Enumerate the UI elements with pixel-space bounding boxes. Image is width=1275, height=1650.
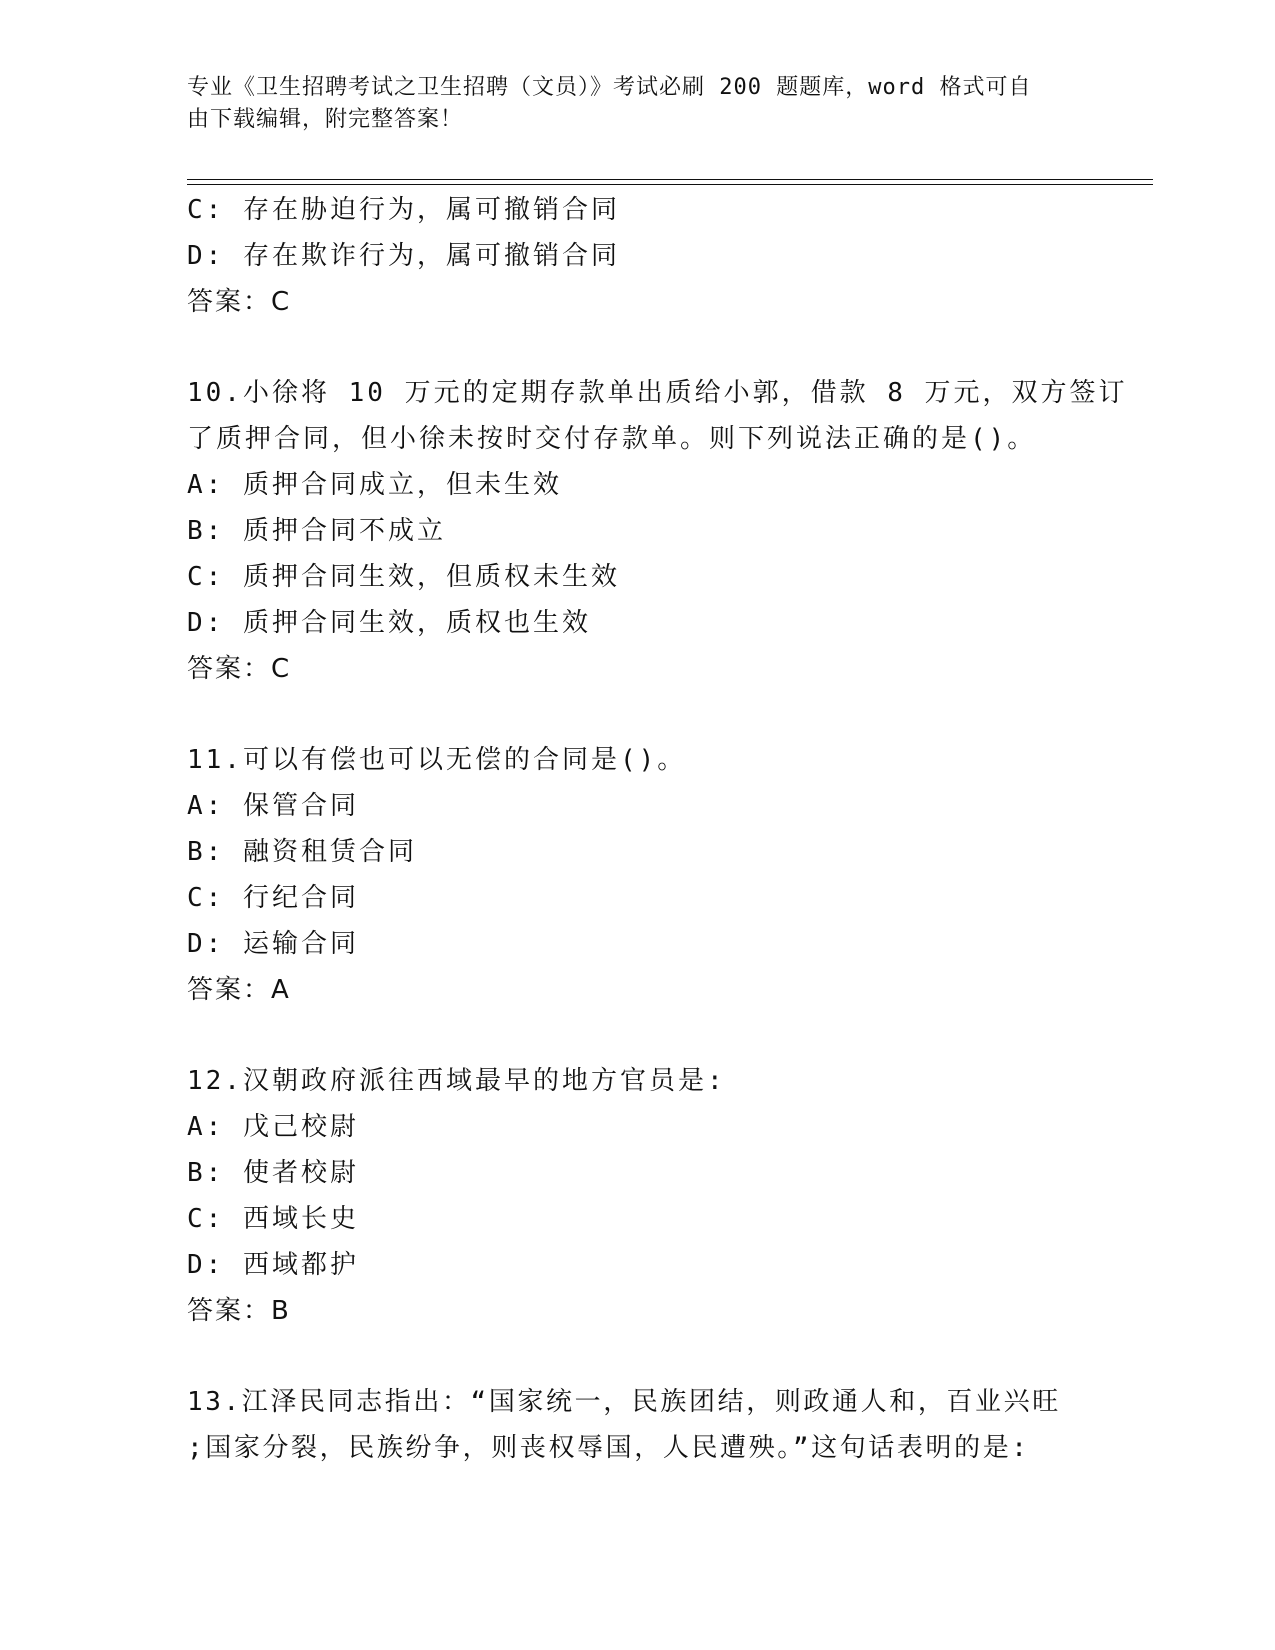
option-b: B: 融资租赁合同 — [187, 837, 417, 867]
document-header — [187, 72, 1087, 136]
option-b: B: 使者校尉 — [187, 1158, 359, 1188]
option-d: D: 存在欺诈行为，属可撤销合同 — [187, 241, 620, 271]
header-line-2: 由下载编辑，附完整答案！ — [187, 107, 464, 132]
spacer — [187, 1013, 1107, 1058]
question-block — [187, 1379, 1107, 1471]
spacer — [187, 1334, 1107, 1379]
question-block — [187, 1058, 1107, 1334]
option-d: D: 运输合同 — [187, 929, 359, 959]
question-stem: 10.小徐将 10 万元的定期存款单出质给小郭，借款 8 万元，双方签订 — [187, 378, 1128, 408]
option-c: C: 西域长史 — [187, 1204, 359, 1234]
answer-line: 答案：B — [187, 1296, 291, 1326]
option-d: D: 质押合同生效，质权也生效 — [187, 608, 591, 638]
question-stem: ;国家分裂，民族纷争，则丧权辱国，人民遭殃。”这句话表明的是: — [187, 1433, 1030, 1463]
option-a: A: 保管合同 — [187, 791, 359, 821]
option-b: B: 质押合同不成立 — [187, 516, 446, 546]
question-stem: 11.可以有偿也可以无偿的合同是()。 — [187, 745, 687, 775]
header-divider-bottom — [187, 184, 1153, 185]
option-d: D: 西域都护 — [187, 1250, 359, 1280]
option-c: C: 行纪合同 — [187, 883, 359, 913]
option-c: C: 质押合同生效，但质权未生效 — [187, 562, 620, 592]
answer-line: 答案：A — [187, 975, 291, 1005]
answer-line: 答案：C — [187, 654, 292, 684]
question-block — [187, 187, 1107, 325]
option-a: A: 质押合同成立，但未生效 — [187, 470, 562, 500]
spacer — [187, 692, 1107, 737]
question-list — [187, 187, 1128, 1471]
question-block — [187, 370, 1128, 692]
spacer — [187, 325, 1107, 370]
question-stem: 了质押合同，但小徐未按时交付存款单。则下列说法正确的是()。 — [187, 424, 1037, 454]
question-stem: 12.汉朝政府派往西域最早的地方官员是: — [187, 1066, 726, 1096]
option-c: C: 存在胁迫行为，属可撤销合同 — [187, 195, 620, 225]
answer-line: 答案：C — [187, 287, 292, 317]
question-stem: 13.江泽民同志指出：“国家统一，民族团结，则政通人和，百业兴旺 — [187, 1387, 1061, 1417]
question-block — [187, 737, 1107, 1013]
header-divider-top — [187, 179, 1153, 180]
option-a: A: 戊己校尉 — [187, 1112, 359, 1142]
header-line-1: 专业《卫生招聘考试之卫生招聘（文员）》考试必刷 200 题题库，word 格式可自 — [187, 75, 1032, 100]
